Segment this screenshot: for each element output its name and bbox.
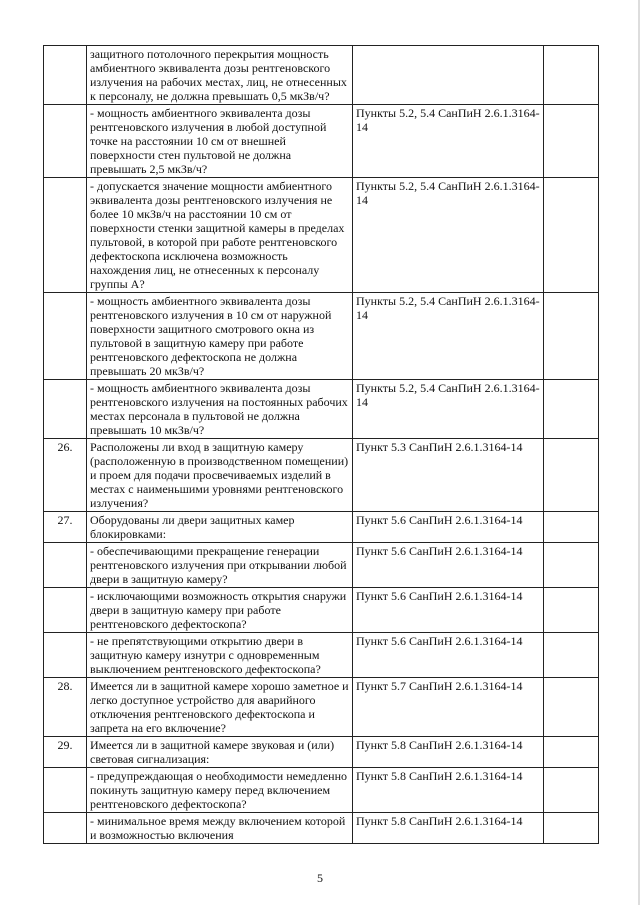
regulation-reference: Пункт 5.8 СанПиН 2.6.1.3164-14 bbox=[353, 737, 544, 768]
item-number: 27. bbox=[44, 512, 87, 543]
item-number: 29. bbox=[44, 737, 87, 768]
question-text: - не препятствующими открытию двери в защитную камеру изнутри с одновременным выключением рентгеновского дефектоскопа? bbox=[87, 633, 353, 678]
regulation-reference bbox=[353, 46, 544, 105]
regulation-reference: Пункт 5.6 СанПиН 2.6.1.3164-14 bbox=[353, 512, 544, 543]
item-number bbox=[44, 588, 87, 633]
question-text: Имеется ли в защитной камере хорошо заметное и легко доступное устройство для аварийного отключения рентгеновского дефектоскопа и запрета на его включение? bbox=[87, 678, 353, 737]
answer-cell bbox=[544, 46, 599, 105]
regulation-reference: Пункты 5.2, 5.4 СанПиН 2.6.1.3164-14 bbox=[353, 293, 544, 380]
checklist-table bbox=[43, 45, 599, 844]
regulation-reference: Пункт 5.8 СанПиН 2.6.1.3164-14 bbox=[353, 768, 544, 813]
table-row bbox=[44, 633, 599, 678]
answer-cell bbox=[544, 105, 599, 178]
regulation-reference: Пункты 5.2, 5.4 СанПиН 2.6.1.3164-14 bbox=[353, 178, 544, 293]
question-text: - мощность амбиентного эквивалента дозы рентгеновского излучения на постоянных рабочих местах персонала в пультовой не должна превышать 10 мкЗв/ч? bbox=[87, 380, 353, 439]
item-number: 26. bbox=[44, 439, 87, 512]
answer-cell bbox=[544, 813, 599, 844]
table-row bbox=[44, 105, 599, 178]
table-row bbox=[44, 678, 599, 737]
regulation-reference: Пункт 5.3 СанПиН 2.6.1.3164-14 bbox=[353, 439, 544, 512]
answer-cell bbox=[544, 178, 599, 293]
question-text: - мощность амбиентного эквивалента дозы рентгеновского излучения в 10 см от наружной поверхности защитного смотрового окна из пультовой в защитную камеру при работе рентгеновского дефектоскопа не должна превышать 20 мкЗв/ч? bbox=[87, 293, 353, 380]
item-number bbox=[44, 46, 87, 105]
regulation-reference: Пункт 5.8 СанПиН 2.6.1.3164-14 bbox=[353, 813, 544, 844]
table-row bbox=[44, 46, 599, 105]
table-row bbox=[44, 178, 599, 293]
answer-cell bbox=[544, 293, 599, 380]
answer-cell bbox=[544, 588, 599, 633]
question-text: Расположены ли вход в защитную камеру (расположенную в производственном помещении) и проем для подачи просвечиваемых изделий в местах с наименьшими уровнями рентгеновского излучения? bbox=[87, 439, 353, 512]
question-text: Оборудованы ли двери защитных камер блокировками: bbox=[87, 512, 353, 543]
question-text: - минимальное время между включением которой и возможностью включения bbox=[87, 813, 353, 844]
table-row bbox=[44, 293, 599, 380]
item-number bbox=[44, 380, 87, 439]
item-number bbox=[44, 178, 87, 293]
table-row bbox=[44, 439, 599, 512]
item-number: 28. bbox=[44, 678, 87, 737]
item-number bbox=[44, 813, 87, 844]
page-number: 5 bbox=[317, 871, 323, 885]
question-text: Имеется ли в защитной камере звуковая и (или) световая сигнализация: bbox=[87, 737, 353, 768]
answer-cell bbox=[544, 380, 599, 439]
regulation-reference: Пункты 5.2, 5.4 СанПиН 2.6.1.3164-14 bbox=[353, 380, 544, 439]
question-text: - мощность амбиентного эквивалента дозы рентгеновского излучения в любой доступной точке на расстоянии 10 см от внешней поверхности стен пультовой не должна превышать 2,5 мкЗв/ч? bbox=[87, 105, 353, 178]
regulation-reference: Пункт 5.6 СанПиН 2.6.1.3164-14 bbox=[353, 588, 544, 633]
answer-cell bbox=[544, 633, 599, 678]
table-row bbox=[44, 588, 599, 633]
answer-cell bbox=[544, 543, 599, 588]
question-text: защитного потолочного перекрытия мощность амбиентного эквивалента дозы рентгеновского излучения на рабочих местах, лиц, не отнесенных к персоналу, не должна превышать 0,5 мкЗв/ч? bbox=[87, 46, 353, 105]
answer-cell bbox=[544, 678, 599, 737]
table-row bbox=[44, 768, 599, 813]
answer-cell bbox=[544, 439, 599, 512]
item-number bbox=[44, 633, 87, 678]
answer-cell bbox=[544, 737, 599, 768]
answer-cell bbox=[544, 768, 599, 813]
table-row bbox=[44, 737, 599, 768]
item-number bbox=[44, 768, 87, 813]
answer-cell bbox=[544, 512, 599, 543]
question-text: - исключающими возможность открытия снаружи двери в защитную камеру при работе рентгеновского дефектоскопа? bbox=[87, 588, 353, 633]
question-text: - допускается значение мощности амбиентного эквивалента дозы рентгеновского излучения не более 10 мкЗв/ч на расстоянии 10 см от поверхности стенки защитной камеры в пределах пультовой, в которой при работе рентгеновского дефектоскопа исключена возможность нахождения лиц, не отнесенных к персоналу группы А? bbox=[87, 178, 353, 293]
regulation-reference: Пункты 5.2, 5.4 СанПиН 2.6.1.3164-14 bbox=[353, 105, 544, 178]
item-number bbox=[44, 105, 87, 178]
item-number bbox=[44, 293, 87, 380]
regulation-reference: Пункт 5.6 СанПиН 2.6.1.3164-14 bbox=[353, 633, 544, 678]
table-row bbox=[44, 543, 599, 588]
table-row bbox=[44, 813, 599, 844]
regulation-reference: Пункт 5.6 СанПиН 2.6.1.3164-14 bbox=[353, 543, 544, 588]
regulation-reference: Пункт 5.7 СанПиН 2.6.1.3164-14 bbox=[353, 678, 544, 737]
question-text: - предупреждающая о необходимости немедленно покинуть защитную камеру перед включением рентгеновского дефектоскопа? bbox=[87, 768, 353, 813]
table-row bbox=[44, 380, 599, 439]
item-number bbox=[44, 543, 87, 588]
table-row bbox=[44, 512, 599, 543]
question-text: - обеспечивающими прекращение генерации рентгеновского излучения при открывании любой двери в защитную камеру? bbox=[87, 543, 353, 588]
